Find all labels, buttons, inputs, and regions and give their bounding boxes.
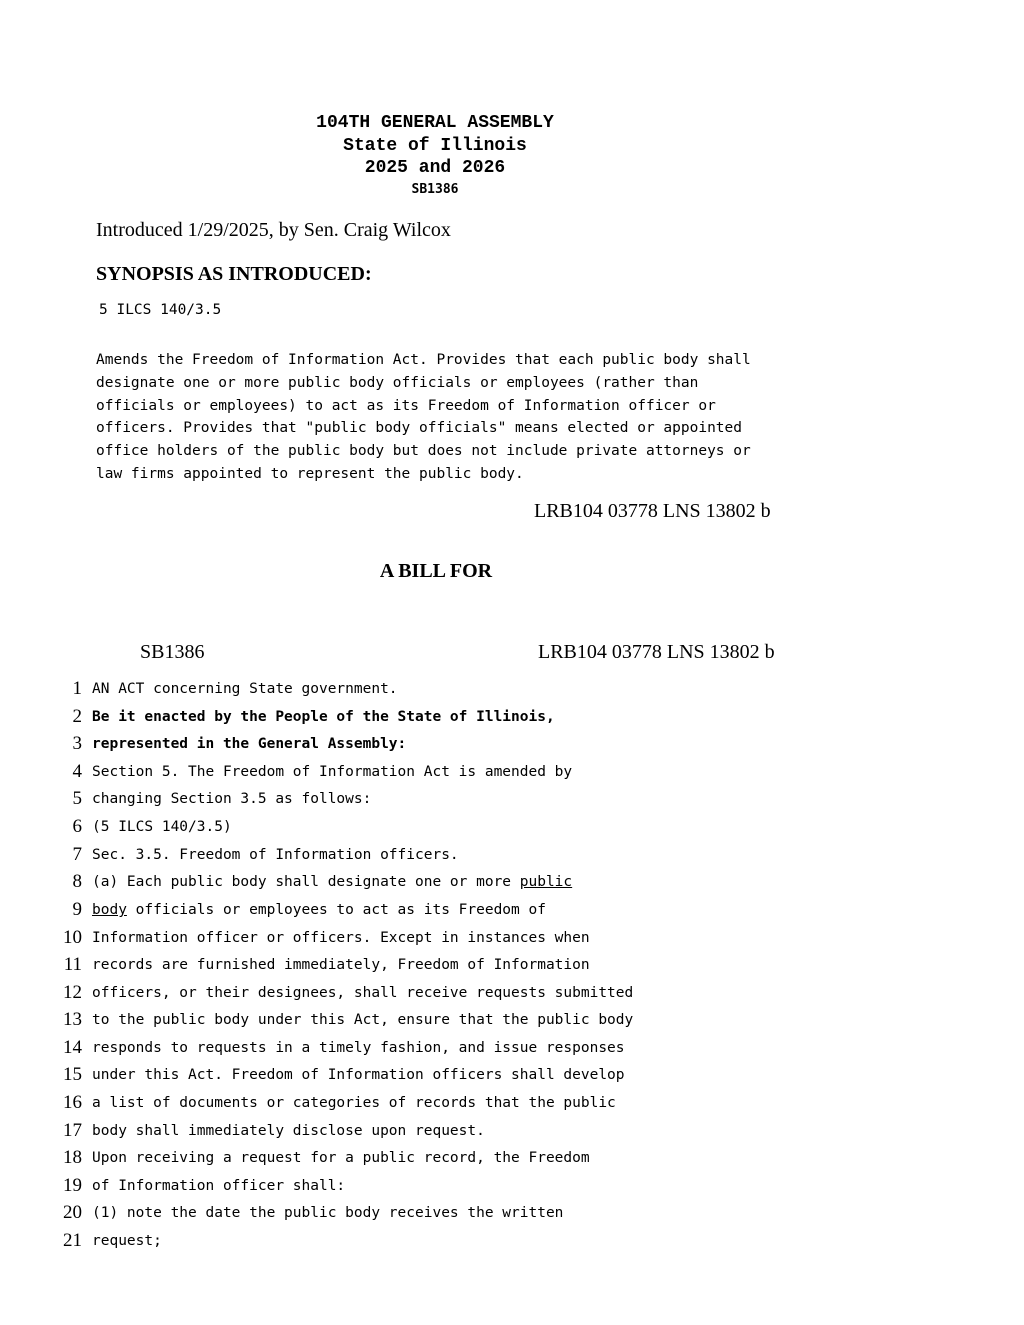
- bill-number: SB1386: [411, 182, 459, 197]
- body-line: [0, 816, 1024, 844]
- body-line: [0, 788, 1024, 816]
- line-number: 10: [63, 927, 82, 948]
- line-number: 20: [63, 1202, 82, 1223]
- synopsis-heading: SYNOPSIS AS INTRODUCED:: [96, 263, 372, 285]
- line-number: 14: [63, 1037, 82, 1058]
- assembly-title: 104TH GENERAL ASSEMBLY: [316, 113, 554, 133]
- body-line: [0, 899, 1024, 927]
- line-text: [92, 874, 572, 890]
- line-number: 9: [72, 899, 82, 920]
- line-number: 3: [72, 733, 82, 754]
- line-number: 19: [63, 1175, 82, 1196]
- line-text: request;: [92, 1233, 162, 1249]
- line-number: 5: [72, 788, 82, 809]
- line-number: 4: [72, 761, 82, 782]
- body-line: [0, 1147, 1024, 1175]
- synopsis-line: designate one or more public body officials or employees (rather than: [96, 375, 699, 391]
- line-text: body shall immediately disclose upon request.: [92, 1123, 485, 1139]
- line-text: to the public body under this Act, ensure that the public body: [92, 1012, 634, 1028]
- line-number: 11: [63, 954, 82, 975]
- introduced-line: Introduced 1/29/2025, by Sen. Craig Wilcox: [96, 219, 451, 241]
- session-years: 2025 and 2026: [364, 158, 506, 178]
- body-line: [0, 1202, 1024, 1230]
- line-text: under this Act. Freedom of Information officers shall develop: [92, 1067, 625, 1083]
- synopsis-citation: 5 ILCS 140/3.5: [99, 302, 222, 318]
- body-line: [0, 1120, 1024, 1148]
- line-text: Sec. 3.5. Freedom of Information officers.: [92, 847, 459, 863]
- line-number: 1: [72, 678, 82, 699]
- inserted-text: body: [92, 902, 127, 918]
- line-number: 8: [72, 871, 82, 892]
- body-line: [0, 844, 1024, 872]
- body-line: [0, 1092, 1024, 1120]
- line-number: 17: [63, 1120, 82, 1141]
- bill-for-heading: A BILL FOR: [379, 560, 493, 582]
- body-line: [0, 927, 1024, 955]
- line-text: a list of documents or categories of records that the public: [92, 1095, 616, 1111]
- body-line: [0, 1064, 1024, 1092]
- line-number: 18: [63, 1147, 82, 1168]
- body-line: [0, 761, 1024, 789]
- line-text: (5 ILCS 140/3.5): [92, 819, 232, 835]
- body-line: [0, 954, 1024, 982]
- line-text: (1) note the date the public body receives the written: [92, 1205, 564, 1221]
- synopsis-line: Amends the Freedom of Information Act. Provides that each public body shall: [96, 352, 751, 368]
- line-text: AN ACT concerning State government.: [92, 681, 398, 697]
- body-line: [0, 1230, 1024, 1258]
- inserted-text: public: [519, 874, 573, 890]
- body-line: [0, 1175, 1024, 1203]
- line-text-part: (a) Each public body shall designate one or more: [92, 874, 520, 890]
- line-text-part: officials or employees to act as its Freedom of: [126, 902, 546, 918]
- synopsis-line: office holders of the public body but does not include private attorneys or: [96, 443, 751, 459]
- line-number: 7: [72, 844, 82, 865]
- line-text: represented in the General Assembly:: [92, 736, 407, 752]
- line-text: Be it enacted by the People of the State of Illinois,: [92, 709, 555, 725]
- line-number: 2: [72, 706, 82, 727]
- line-number: 16: [63, 1092, 82, 1113]
- line-text: officers, or their designees, shall receive requests submitted: [92, 985, 634, 1001]
- state-title: State of Illinois: [343, 136, 527, 156]
- body-line: [0, 1037, 1024, 1065]
- body-line: [0, 1009, 1024, 1037]
- line-text: of Information officer shall:: [92, 1178, 346, 1194]
- synopsis-line: officers. Provides that "public body officials" means elected or appointed: [96, 420, 743, 436]
- line-text: records are furnished immediately, Freedom of Information: [92, 957, 590, 973]
- line-text: Upon receiving a request for a public record, the Freedom: [92, 1150, 590, 1166]
- synopsis-line: officials or employees) to act as its Freedom of Information officer or: [96, 398, 716, 414]
- line-number: 21: [63, 1230, 82, 1251]
- line-number: 12: [63, 982, 82, 1003]
- line-text: Information officer or officers. Except in instances when: [92, 930, 590, 946]
- page-header-bill: SB1386: [140, 641, 205, 663]
- line-number: 6: [72, 816, 82, 837]
- synopsis-lrb: LRB104 03778 LNS 13802 b: [534, 500, 771, 522]
- body-line: [0, 706, 1024, 734]
- line-text: changing Section 3.5 as follows:: [92, 791, 372, 807]
- page-header-lrb: LRB104 03778 LNS 13802 b: [538, 641, 775, 663]
- body-line: [0, 678, 1024, 706]
- line-text: responds to requests in a timely fashion, and issue responses: [92, 1040, 625, 1056]
- body-line: [0, 733, 1024, 761]
- synopsis-line: law firms appointed to represent the public body.: [96, 466, 524, 482]
- body-line: [0, 982, 1024, 1010]
- body-line: [0, 871, 1024, 899]
- line-number: 15: [63, 1064, 82, 1085]
- line-number: 13: [63, 1009, 82, 1030]
- line-text: [92, 902, 546, 918]
- line-text: Section 5. The Freedom of Information Act is amended by: [92, 764, 573, 780]
